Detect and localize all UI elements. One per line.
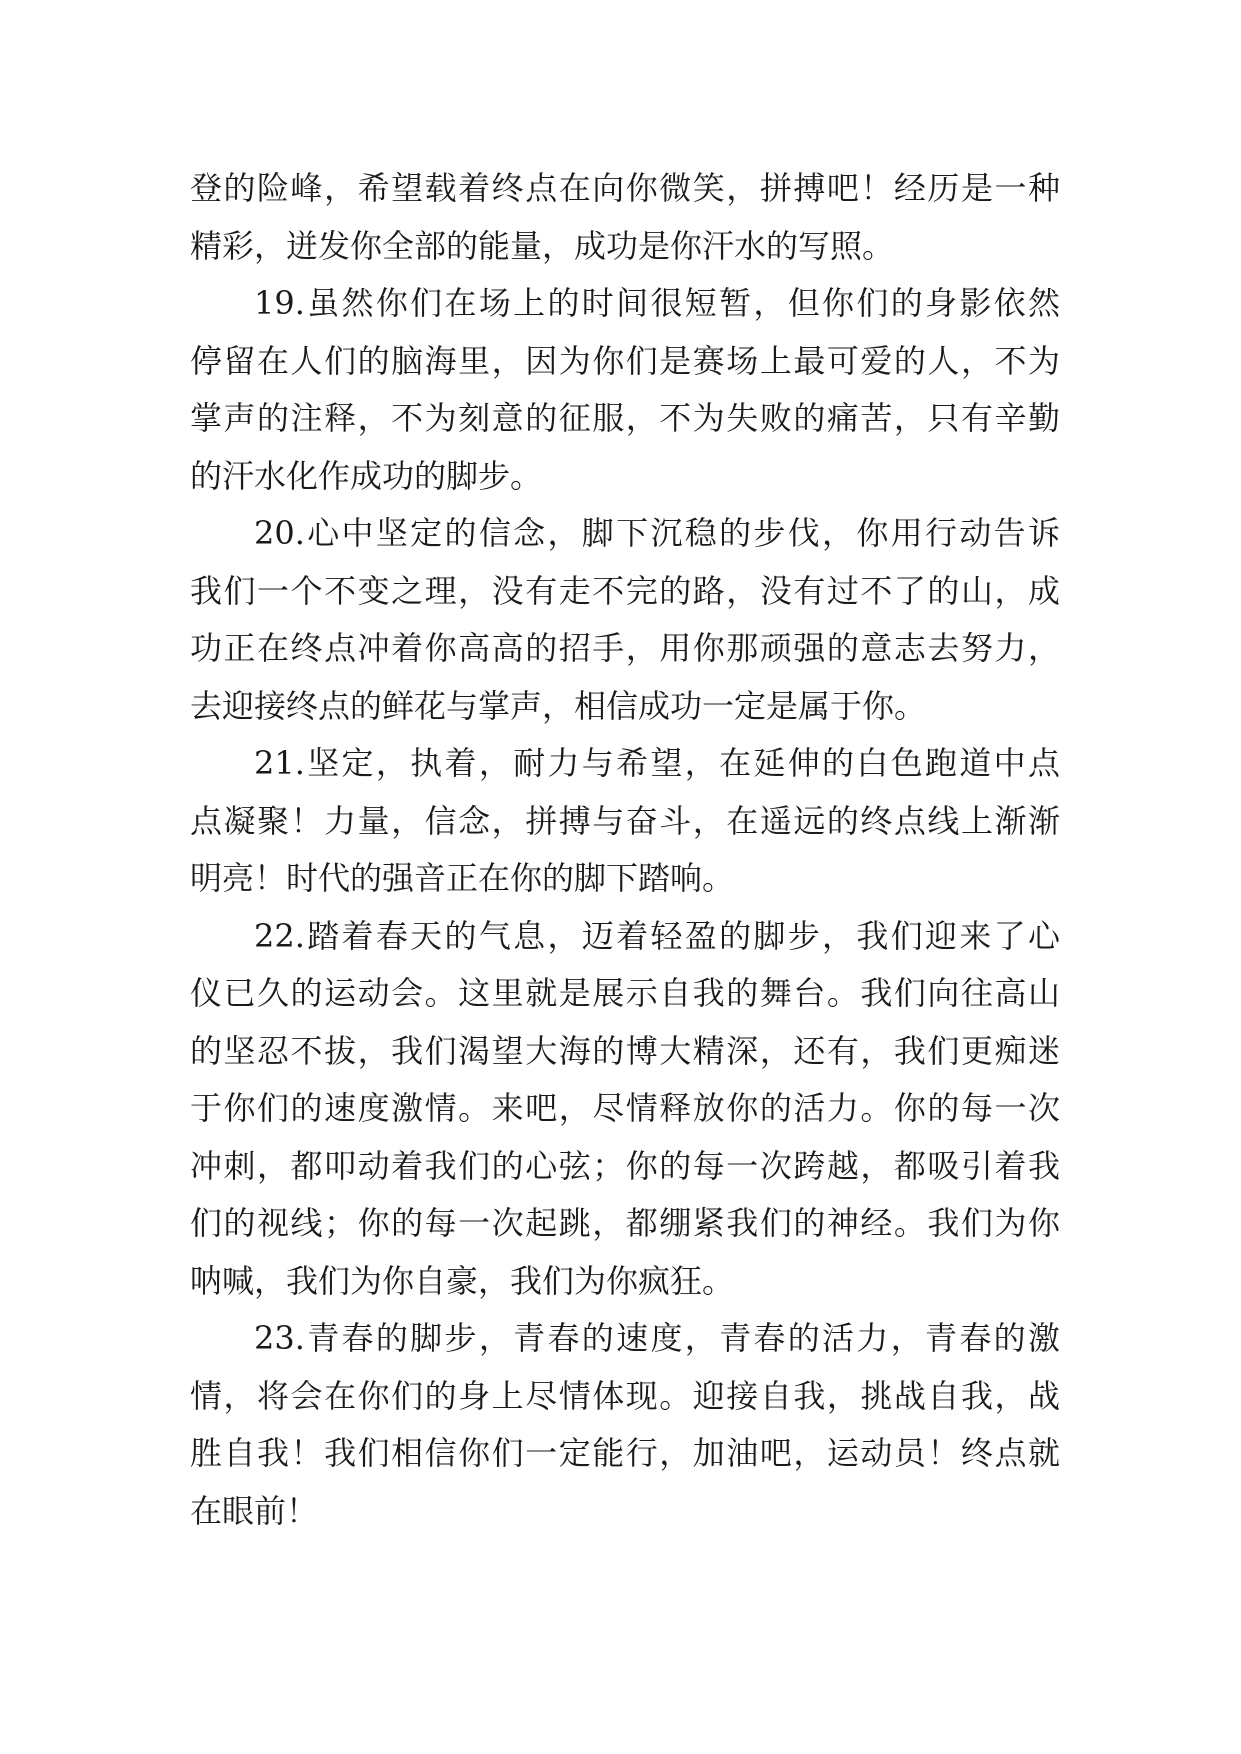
text-line: 冲刺，都叩动着我们的心弦；你的每一次跨越，都吸引着我	[190, 1146, 1060, 1185]
text-line: 于你们的速度激情。来吧，尽情释放你的活力。你的每一次	[190, 1089, 1060, 1127]
text-line: 20.心中坚定的信念，脚下沉稳的步伐，你用行动告诉	[254, 514, 1060, 552]
text-line: 登的险峰，希望载着终点在向你微笑，拼搏吧！经历是一种	[190, 169, 1060, 207]
document-body	[190, 160, 1060, 1540]
text-line: 我们一个不变之理，没有走不完的路，没有过不了的山，成	[190, 571, 1060, 610]
text-line: 明亮！时代的强音正在你的脚下踏响。	[190, 859, 735, 897]
text-line: 在眼前！	[190, 1491, 319, 1530]
paragraph-20	[190, 505, 1060, 735]
text-line: 仪已久的运动会。这里就是展示自我的舞台。我们向往高山	[190, 974, 1060, 1012]
text-line: 精彩，迸发你全部的能量，成功是你汗水的写照。	[190, 226, 895, 265]
text-line: 停留在人们的脑海里，因为你们是赛场上最可爱的人，不为	[190, 341, 1060, 380]
paragraph-23	[190, 1310, 1060, 1540]
text-line: 胜自我！我们相信你们一定能行，加油吧，运动员！终点就	[190, 1434, 1060, 1472]
paragraph-22	[190, 908, 1060, 1311]
text-line: 情，将会在你们的身上尽情体现。迎接自我，挑战自我，战	[190, 1376, 1060, 1415]
paragraph-19	[190, 275, 1060, 505]
text-line: 的汗水化作成功的脚步。	[190, 456, 543, 495]
paragraph-21	[190, 735, 1060, 908]
text-line: 功正在终点冲着你高高的招手，用你那顽强的意志去努力，	[190, 629, 1060, 667]
text-line: 22.踏着春天的气息，迈着轻盈的脚步，我们迎来了心	[254, 916, 1060, 955]
text-line: 呐喊，我们为你自豪，我们为你疯狂。	[190, 1261, 735, 1300]
text-line: 19.虽然你们在场上的时间很短暂，但你们的身影依然	[254, 284, 1060, 322]
text-line: 掌声的注释，不为刻意的征服，不为失败的痛苦，只有辛勤	[190, 399, 1060, 437]
text-line: 点凝聚！力量，信念，拼搏与奋斗，在遥远的终点线上渐渐	[190, 801, 1060, 840]
text-line: 21.坚定，执着，耐力与希望，在延伸的白色跑道中点	[254, 744, 1060, 782]
text-line: 23.青春的脚步，青春的速度，青春的活力，青春的激	[254, 1319, 1060, 1357]
text-line: 们的视线；你的每一次起跳，都绷紧我们的神经。我们为你	[190, 1204, 1060, 1242]
paragraph-18-continuation	[190, 160, 1060, 275]
text-line: 的坚忍不拔，我们渴望大海的博大精深，还有，我们更痴迷	[190, 1031, 1060, 1070]
text-line: 去迎接终点的鲜花与掌声，相信成功一定是属于你。	[190, 686, 927, 725]
